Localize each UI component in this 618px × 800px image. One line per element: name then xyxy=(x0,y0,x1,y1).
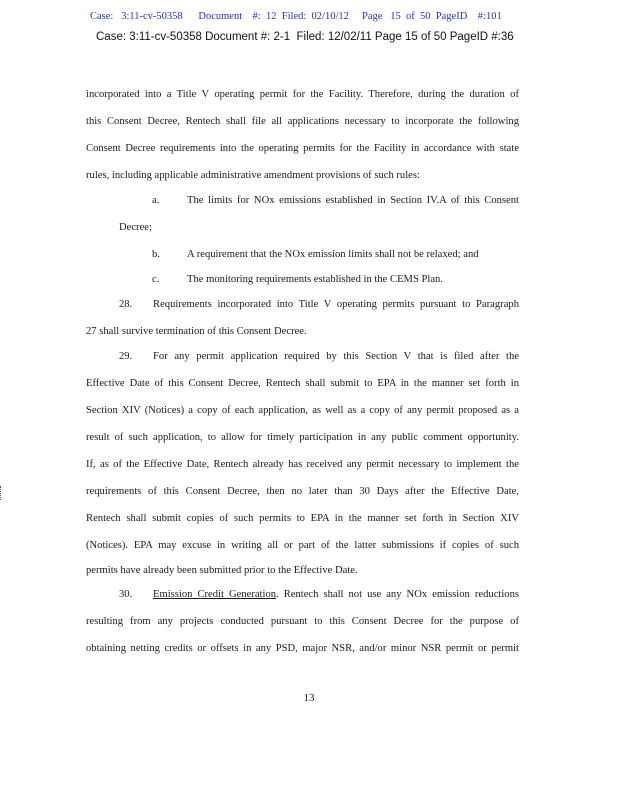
text-line xyxy=(153,589,519,600)
text-line: rules, including applicable administrative amendment provisions of such rules: xyxy=(86,170,420,181)
text-line: permits have already been submitted prior to the Effective Date. xyxy=(86,565,358,576)
text-line: resulting from any projects conducted pursuant to this Consent Decree for the purpose of xyxy=(86,616,519,627)
paragraph-number-30: 30. xyxy=(119,589,133,600)
text-line: Consent Decree requirements into the operating permits for the Facility in accordance with state xyxy=(86,143,519,154)
list-label-c: c. xyxy=(152,274,160,285)
text-line: 27 shall survive termination of this Consent Decree. xyxy=(86,326,307,337)
text-line: obtaining netting credits or offsets in any PSD, major NSR, and/or minor NSR permit or permit xyxy=(86,643,519,654)
list-item-a-cont: Decree; xyxy=(119,222,152,233)
original-case-stamp: Case: 3:11-cv-50358 Document #: 2-1 Filed: 12/02/11 Page 15 of 50 PageID #:36 xyxy=(96,31,514,43)
page-number: 13 xyxy=(303,692,315,704)
list-item-b: A requirement that the NOx emission limits shall not be relaxed; and xyxy=(187,249,479,260)
list-item-c: The monitoring requirements established in the CEMS Plan. xyxy=(187,274,443,285)
list-label-b: b. xyxy=(152,249,160,260)
text-line: Requirements incorporated into Title V operating permits pursuant to Paragraph xyxy=(153,299,519,310)
text-line: Rentech shall submit copies of such permits to EPA in the manner set forth in Section XIV xyxy=(86,513,519,524)
text-line: incorporated into a Title V operating permit for the Facility. Therefore, during the duration of xyxy=(86,89,519,100)
section-heading: Emission Credit Generation xyxy=(153,589,277,600)
text-line: If, as of the Effective Date, Rentech already has received any permit necessary to implement the xyxy=(86,459,519,470)
text-line: (Notices). EPA may excuse in writing all or part of the latter submissions if copies of such xyxy=(86,540,519,551)
text-line: result of such application, to allow for timely participation in any public comment opportunity. xyxy=(86,432,519,443)
text-line: Effective Date of this Consent Decree, Rentech shall submit to EPA in the manner set forth in xyxy=(86,378,519,389)
scan-margin-mark xyxy=(0,486,3,500)
paragraph-number-28: 28. xyxy=(119,299,133,310)
text-line: For any permit application required by this Section V that is filed after the xyxy=(153,351,519,362)
text-line: Section XIV (Notices) a copy of each application, as well as a copy of any permit proposed as a xyxy=(86,405,519,416)
text-fragment: . Rentech shall not use any NOx emission reductions xyxy=(276,589,519,600)
list-label-a: a. xyxy=(152,195,160,206)
filed-case-stamp: Case: 3:11-cv-50358 Document #: 12 Filed: 02/10/12 Page 15 of 50 PageID #:101 xyxy=(90,11,502,22)
text-line: this Consent Decree, Rentech shall file all applications necessary to incorporate the following xyxy=(86,116,519,127)
paragraph-number-29: 29. xyxy=(119,351,133,362)
list-item-a: The limits for NOx emissions established in Section IV.A of this Consent xyxy=(187,195,519,206)
text-line: requirements of this Consent Decree, then no later than 30 Days after the Effective Date, xyxy=(86,486,519,497)
